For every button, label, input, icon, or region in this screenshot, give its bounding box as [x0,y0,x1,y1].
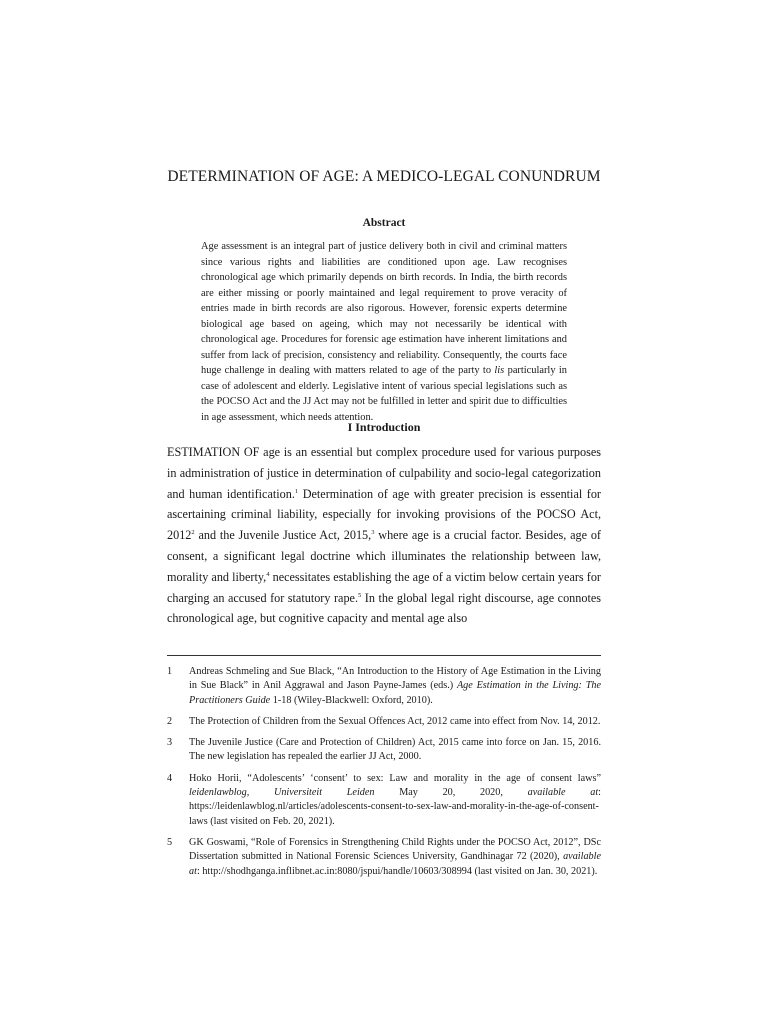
footnote-ref[interactable]: 1 [294,487,299,495]
footnote-source-name: leidenlawblog, Universiteit Leiden [189,787,375,799]
intro-text: ESTIMATION OF age is an essential but complex procedure used for various purposes in administration of justice in determination of culpability and socio-legal categorization and human identification. [167,445,601,501]
abstract-heading: Abstract [362,217,406,229]
footnote-item [167,715,601,729]
footnote-number: 4 [167,772,173,784]
footnote-available-at: available at [527,787,599,799]
abstract-text [201,239,567,425]
footnote-list [167,665,601,886]
footnote-ref[interactable]: 5 [358,591,362,599]
footnote-ref[interactable]: 4 [266,570,270,578]
footnote-text: The Juvenile Justice (Care and Protection of Children) Act, 2015 came into force on Jan. 15, 2016. The new legislation has repealed the earlier JJ Act, 2000. [189,737,601,763]
footnote-item [167,772,601,829]
abstract-text-part-1: Age assessment is an integral part of justice delivery both in civil and criminal matters since various rights and liabilities are conditioned upon age. Law recognises chronological age which primarily depends on birth records. In India, the birth records are either missing or poorly maintained and legal requirement to prove veracity of entries made in birth records are also rigorous. However, forensic experts determine biological age based on ageing, which may not necessarily be identical with chronological age. Procedures for forensic age estimation have inherent limitations and suffer from lack of precision, consistency and reliability. Consequently, the courts face huge challenge in dealing with matters related to age of the party to [201,241,567,376]
footnote-ref[interactable]: 2 [191,529,195,537]
footnote-text [189,665,601,708]
footnote-number: 1 [167,666,173,677]
footnote-available-at: available at [189,851,601,877]
footnote-number: 3 [167,737,173,749]
section-heading: I Introduction [347,420,421,434]
intro-text: necessitates establishing the age of a victim below certain years for charging an accused for statutory rape. [167,569,601,605]
footnote-item [167,665,601,708]
footnote-text-part: Hoko Horii, “Adolescents’ ‘consent’ to sex: Law and morality in the age of consent laws” [189,772,601,784]
footnote-ref[interactable]: 3 [371,529,375,537]
footnote-number: 5 [167,836,173,848]
footnote-text-part: Andreas Schmeling and Sue Black, “An Introduction to the History of Age Estimation in the Living in Sue Black” in Anil Aggrawal and Jason Payne-James (eds.) [189,666,601,692]
abstract-text-part-2: particularly in case of adolescent and elderly. Legislative intent of various special legislations such as the POCSO Act and the JJ Act may not be fulfilled in letter and spirit due to difficulties in age assessment, which needs attention. [201,365,567,423]
footnote-text-part: May 20, 2020, [374,787,528,799]
footnote-text-part: 1-18 (Wiley-Blackwell: Oxford, 2010). [270,694,433,706]
introduction-paragraph [167,442,601,629]
intro-text: Determination of age with greater precision is essential for ascertaining criminal liability, especially for invoking provisions of the POCSO Act, 2012 [167,486,601,543]
footnote-item [167,736,601,765]
footnote-link-text[interactable]: : https://leidenlawblog.nl/articles/adolescents-consent-to-sex-law-and-morality-in-the-age-of-consent-laws (last visited on Feb. 20, 2021). [189,787,601,827]
footnote-item [167,836,601,879]
footnote-text-part: GK Goswami, “Role of Forensics in Strengthening Child Rights under the POCSO Act, 2012”, DSc Dissertation submitted in National Forensic Sciences University, Gandhinagar 72 (2020), [189,836,601,863]
footnote-divider [167,655,601,656]
footnote-number: 2 [167,715,173,727]
footnote-text: The Protection of Children from the Sexual Offences Act, 2012 came into effect from Nov. 14, 2012. [189,715,601,727]
article-title: DETERMINATION OF AGE: A MEDICO-LEGAL CONUNDRUM [167,168,601,185]
intro-text: and the Juvenile Justice Act, 2015, [194,528,372,543]
abstract-italic-word: lis [494,365,505,376]
footnote-text [189,836,601,879]
footnote-link-text[interactable]: : http://shodhganga.inflibnet.ac.in:8080/jspui/handle/10603/308994 (last visited on Jan. 30, 2021). [196,865,598,877]
intro-text: In the global legal right discourse, age connotes chronological age, but cognitive capacity and mental age also [167,590,601,626]
footnote-book-title: Age Estimation in the Living: The Practitioners Guide [189,680,601,706]
intro-text: where age is a crucial factor. Besides, age of consent, a significant legal doctrine which illuminates the relationship between law, morality and liberty, [167,528,601,584]
footnote-text [189,772,601,829]
